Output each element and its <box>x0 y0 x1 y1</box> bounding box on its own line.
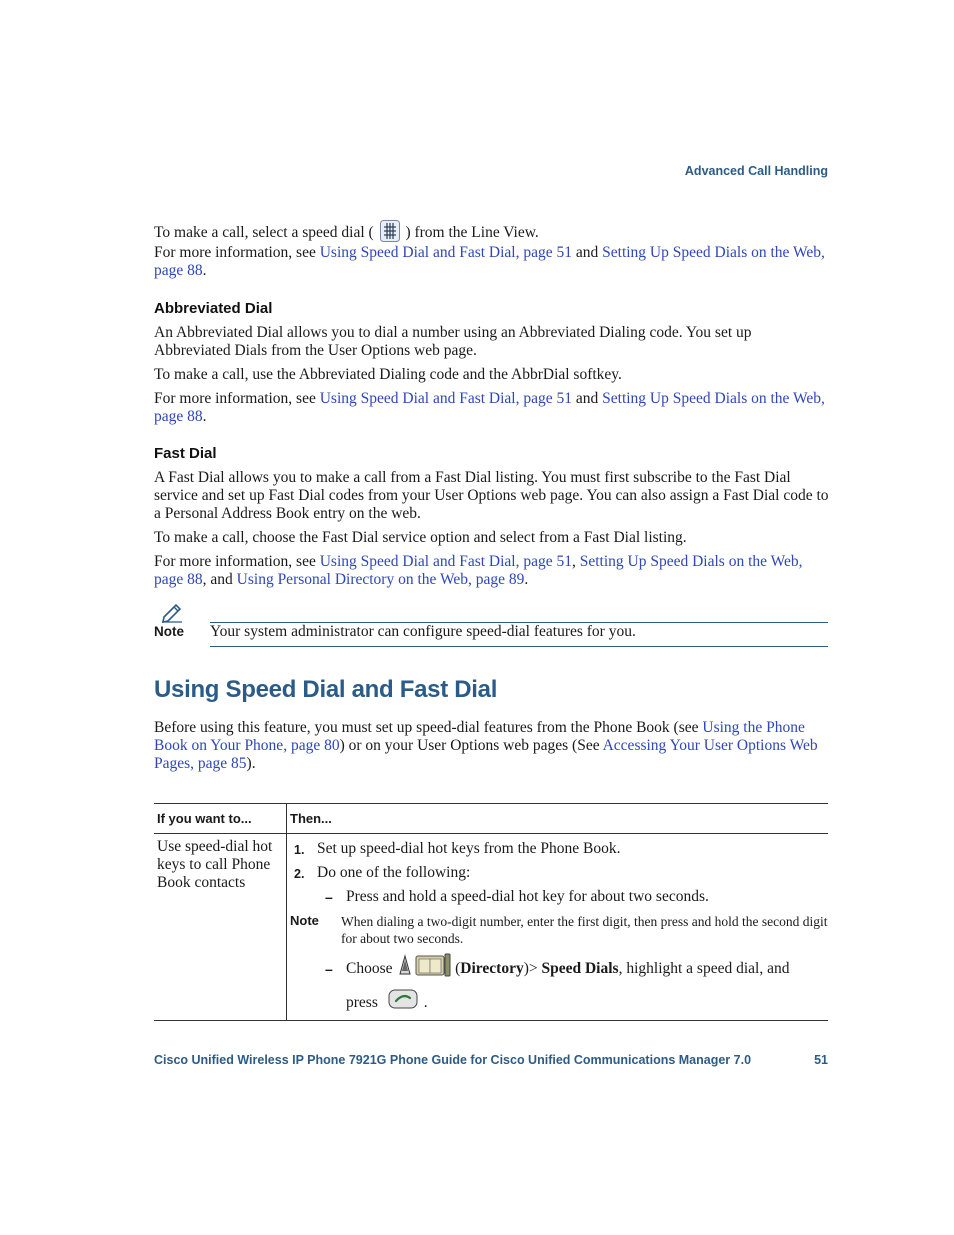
intro-text: ). <box>246 755 256 772</box>
table-header-row <box>154 804 828 834</box>
table-cell-want <box>154 834 287 1021</box>
pencil-note-icon <box>160 601 184 623</box>
column-header-then: Then... <box>287 804 829 834</box>
choose-text: Choose <box>346 960 393 978</box>
dash-bullet: – <box>325 889 333 905</box>
dash-bullet: – <box>325 961 333 977</box>
link-setting-up-speed-dials[interactable]: Setting Up Speed Dials on the Web, page 88 <box>154 553 803 588</box>
fast-dial-usage: To make a call, choose the Fast Dial service option and select from a Fast Dial listing. <box>154 529 687 546</box>
step-number: 1. <box>294 843 305 857</box>
step-number: 2. <box>294 867 305 881</box>
press-line <box>346 988 428 1019</box>
link-accessing-user-options[interactable]: Accessing Your User Options Web Pages, page 85 <box>154 737 818 772</box>
note-bottom-rule <box>210 646 828 647</box>
page-number: 51 <box>814 1053 828 1067</box>
separator: )> <box>523 960 538 978</box>
section-title: Using Speed Dial and Fast Dial <box>154 676 498 703</box>
inline-note-text: When dialing a two-digit number, enter the first digit, then press and hold the second digit for about two seconds. <box>341 914 828 946</box>
period: . <box>202 408 207 425</box>
table-row <box>154 834 828 1021</box>
period: . <box>524 571 529 588</box>
step-text: Set up speed-dial hot keys from the Phone Book. <box>317 840 621 857</box>
conjunction: , and <box>202 571 233 588</box>
bullet-rest-text: , highlight a speed dial, and <box>618 960 790 978</box>
speed-dial-grid-icon <box>380 220 400 247</box>
conjunction: and <box>575 390 599 407</box>
running-header: Advanced Call Handling <box>684 164 828 178</box>
step-text: Do one of the following: <box>317 864 471 881</box>
link-setting-up-speed-dials[interactable]: Setting Up Speed Dials on the Web, page 88 <box>154 390 825 425</box>
section-intro <box>154 719 829 773</box>
nav-up-arrow-icon <box>399 954 411 985</box>
comma: , <box>572 553 576 570</box>
paren: ( <box>455 960 461 978</box>
want-text: Use speed-dial hot keys to call Phone Book contacts <box>157 838 273 891</box>
fast-dial-heading: Fast Dial <box>154 445 217 462</box>
table-cell-then <box>287 834 829 1021</box>
speed-dials-label: Speed Dials <box>541 960 619 978</box>
send-call-button-icon <box>388 988 418 1019</box>
link-using-speed-dial[interactable]: Using Speed Dial and Fast Dial, page 51 <box>319 553 572 570</box>
note-text: Your system administrator can configure speed-dial features for you. <box>210 623 636 640</box>
inline-note-label: Note <box>290 913 319 928</box>
more-info-prefix: For more information, see <box>154 553 316 570</box>
abbreviated-dial-heading: Abbreviated Dial <box>154 300 273 317</box>
more-info-prefix: For more information, see <box>154 390 316 407</box>
link-personal-directory[interactable]: Using Personal Directory on the Web, page 89 <box>236 571 525 588</box>
intro-text: ) or on your User Options web pages (See <box>339 737 600 754</box>
speed-dial-instruction <box>154 220 829 247</box>
directory-label: Directory <box>460 960 524 978</box>
abbreviated-more-info <box>154 390 829 426</box>
procedure-table <box>154 803 828 1021</box>
bullet-text: Press and hold a speed-dial hot key for about two seconds. <box>346 888 709 905</box>
footer-title: Cisco Unified Wireless IP Phone 7921G Phone Guide for Cisco Unified Communications Manager 7.0 <box>154 1053 752 1067</box>
column-header-want: If you want to... <box>154 804 287 834</box>
more-info-prefix: For more information, see <box>154 244 316 261</box>
intro-text: Before using this feature, you must set up speed-dial features from the Phone Book (see <box>154 719 699 736</box>
conjunction: and <box>575 244 599 261</box>
instruction-text-after: ) from the Line View. <box>405 224 539 242</box>
link-using-speed-dial[interactable]: Using Speed Dial and Fast Dial, page 51 <box>319 244 572 261</box>
abbreviated-dial-usage: To make a call, use the Abbreviated Dialing code and the AbbrDial softkey. <box>154 366 622 383</box>
press-text: press <box>346 994 378 1012</box>
note-label: Note <box>154 624 184 639</box>
instruction-text-before: To make a call, select a speed dial ( <box>154 224 374 242</box>
link-using-speed-dial[interactable]: Using Speed Dial and Fast Dial, page 51 <box>319 390 572 407</box>
directory-book-icon <box>415 953 451 986</box>
fast-dial-more-info <box>154 553 829 589</box>
abbreviated-dial-paragraph: An Abbreviated Dial allows you to dial a number using an Abbreviated Dialing code. You set up Abbreviated Dials from the User Options web page. <box>154 324 752 359</box>
fast-dial-paragraph: A Fast Dial allows you to make a call from a Fast Dial listing. You must first subscribe to the Fast Dial service and set up Fast Dial codes from your User Options web page. You can also assign a Fast Dial code to a Personal Address Book entry on the web. <box>154 469 829 522</box>
link-setting-up-speed-dials[interactable]: Setting Up Speed Dials on the Web, page 88 <box>154 244 825 279</box>
intro-more-info <box>154 244 829 280</box>
period: . <box>202 262 207 279</box>
link-using-phone-book[interactable]: Using the Phone Book on Your Phone, page 80 <box>154 719 805 754</box>
period: . <box>423 994 428 1012</box>
bullet-text <box>346 953 826 986</box>
